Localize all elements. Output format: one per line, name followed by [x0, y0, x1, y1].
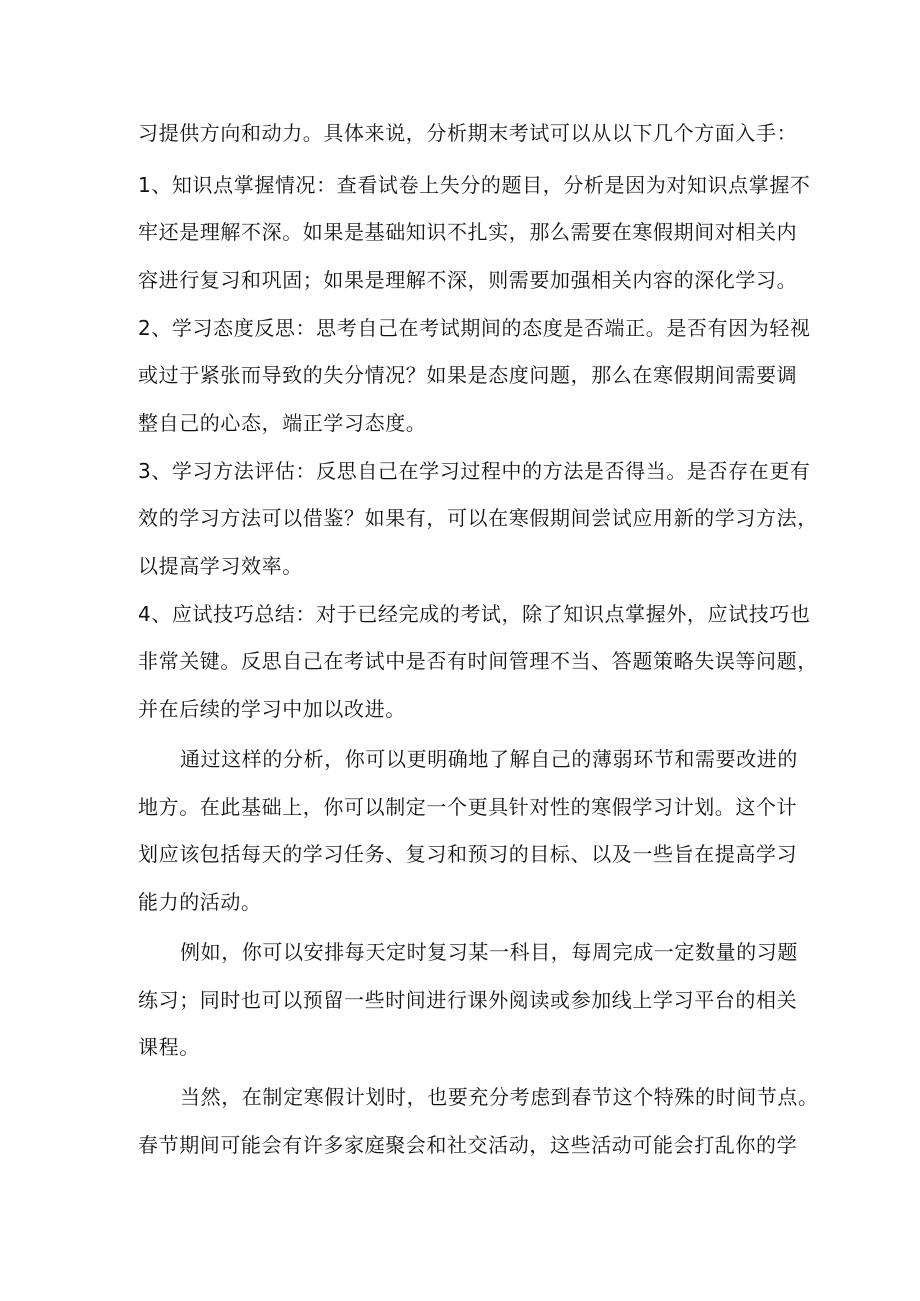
text-line: 能力的活动。 — [138, 890, 262, 914]
text-line: 通过这样的分析，你可以更明确地了解自己的薄弱环节和需要改进的 — [180, 747, 798, 771]
text-line: 4、应试技巧总结：对于已经完成的考试，除了知识点掌握外，应试技巧也 — [138, 602, 811, 626]
text-line: 容进行复习和巩固；如果是理解不深，则需要加强相关内容的深化学习。 — [138, 268, 798, 292]
text-line: 并在后续的学习中加以改进。 — [138, 697, 406, 721]
text-line: 3、学习方法评估：反思自己在学习过程中的方法是否得当。是否存在更有 — [138, 459, 811, 483]
text-line: 效的学习方法可以借鉴？如果有，可以在寒假期间尝试应用新的学习方法， — [138, 506, 818, 530]
text-line: 例如，你可以安排每天定时复习某一科目，每周完成一定数量的习题 — [180, 940, 798, 964]
text-line: 2、学习态度反思：思考自己在考试期间的态度是否端正。是否有因为轻视 — [138, 316, 811, 340]
text-line: 1、知识点掌握情况：查看试卷上失分的题目，分析是因为对知识点掌握不 — [138, 173, 811, 197]
text-line: 或过于紧张而导致的失分情况？如果是态度问题，那么在寒假期间需要调 — [138, 363, 798, 387]
text-line: 整自己的心态，端正学习态度。 — [138, 411, 427, 435]
text-line: 划应该包括每天的学习任务、复习和预习的目标、以及一些旨在提高学习 — [138, 842, 798, 866]
text-line: 以提高学习效率。 — [138, 554, 303, 578]
text-line: 当然，在制定寒假计划时，也要充分考虑到春节这个特殊的时间节点。 — [180, 1085, 819, 1109]
text-line: 春节期间可能会有许多家庭聚会和社交活动，这些活动可能会打乱你的学 — [138, 1133, 798, 1157]
text-line: 练习；同时也可以预留一些时间进行课外阅读或参加线上学习平台的相关 — [138, 988, 798, 1012]
text-line: 习提供方向和动力。具体来说，分析期末考试可以从以下几个方面入手： — [138, 121, 798, 145]
text-line: 牢还是理解不深。如果是基础知识不扎实，那么需要在寒假期间对相关内 — [138, 220, 798, 244]
text-line: 非常关键。反思自己在考试中是否有时间管理不当、答题策略失误等问题， — [138, 649, 818, 673]
text-line: 课程。 — [138, 1035, 200, 1059]
text-line: 地方。在此基础上，你可以制定一个更具针对性的寒假学习计划。这个计 — [138, 795, 798, 819]
